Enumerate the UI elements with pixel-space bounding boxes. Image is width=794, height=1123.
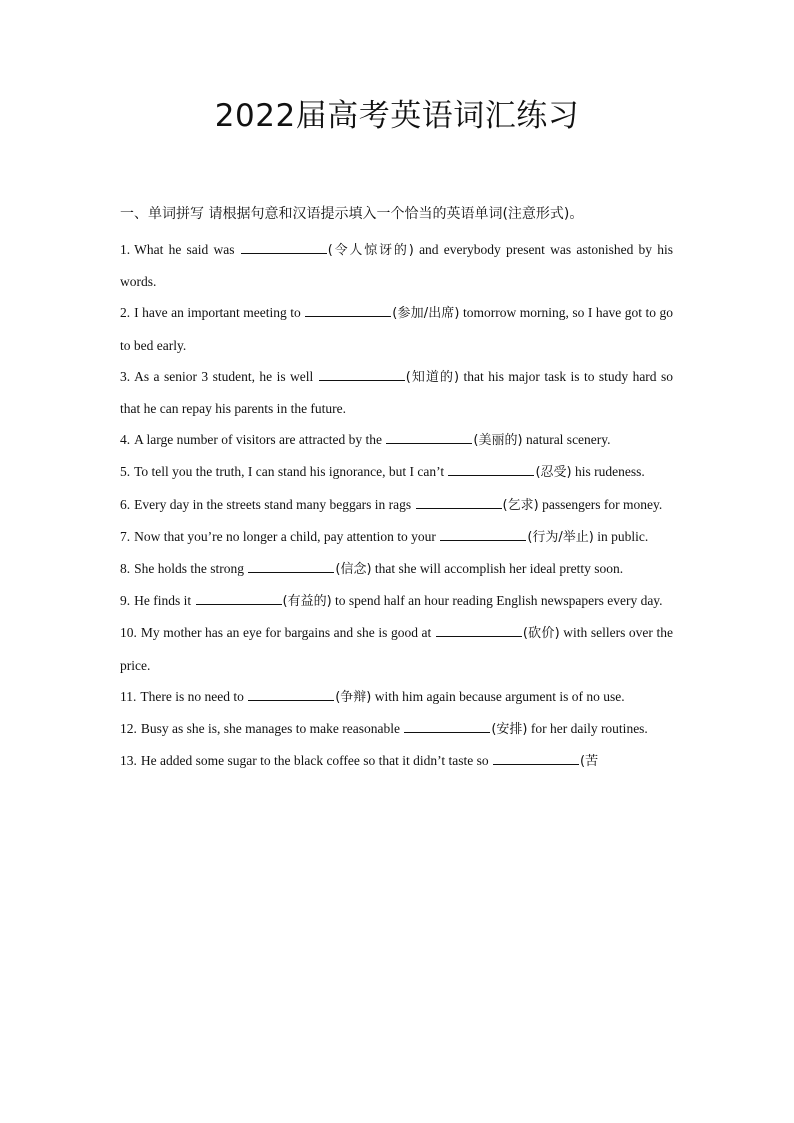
question-text-before: What he said was bbox=[134, 242, 235, 257]
question-text-after: tomorrow morning, so I have got to go to bed early. bbox=[120, 305, 674, 353]
chinese-hint: (信念) bbox=[335, 562, 372, 578]
question-text-after: that his major task is to study hard so that he can repay his parents in the future. bbox=[120, 368, 673, 417]
question-text-before: Now that you’re no longer a child, pay attention to your bbox=[134, 528, 436, 544]
answer-blank[interactable] bbox=[440, 528, 526, 541]
question-item bbox=[120, 521, 673, 553]
chinese-hint: (乞求) bbox=[502, 497, 539, 513]
chinese-hint: (美丽的) bbox=[473, 433, 523, 449]
question-item bbox=[120, 681, 673, 713]
question-text-after: in public. bbox=[597, 528, 649, 544]
question-number: 3. bbox=[120, 368, 131, 384]
answer-blank[interactable] bbox=[436, 624, 522, 637]
question-text-before: She holds the strong bbox=[134, 561, 244, 577]
question-text-before: To tell you the truth, I can stand his ignorance, but I can’t bbox=[134, 464, 445, 480]
page-title: 2022届高考英语词汇练习 bbox=[214, 98, 580, 134]
chinese-hint: (砍价) bbox=[522, 626, 560, 642]
chinese-hint: (知道的) bbox=[405, 369, 460, 385]
question-item bbox=[120, 713, 673, 745]
question-text-after: natural scenery. bbox=[525, 432, 611, 448]
question-item bbox=[120, 489, 673, 521]
question-item bbox=[120, 617, 673, 680]
answer-blank[interactable] bbox=[305, 304, 391, 317]
question-text-after: passengers for money. bbox=[542, 496, 663, 512]
question-text-before: A large number of visitors are attracted by the bbox=[134, 432, 383, 448]
question-item bbox=[120, 361, 673, 424]
question-text-before: He finds it bbox=[134, 593, 192, 609]
question-number: 5. bbox=[120, 464, 131, 480]
question-number: 8. bbox=[120, 561, 131, 577]
question-text-after: that she will accomplish her ideal pretty soon. bbox=[374, 561, 624, 577]
chinese-hint: (忍受) bbox=[535, 465, 572, 481]
question-text-after: with him again because argument is of no use. bbox=[374, 688, 625, 704]
question-text-before: He added some sugar to the black coffee so that it didn’t taste so bbox=[140, 753, 489, 769]
chinese-hint: (行为/举止) bbox=[527, 529, 594, 545]
chinese-hint: (令人惊讶的) bbox=[327, 243, 414, 258]
question-text-after: to spend half an hour reading English newspapers every day. bbox=[335, 593, 663, 609]
answer-blank[interactable] bbox=[448, 463, 534, 476]
question-text-after: and everybody present was astonished by his words. bbox=[120, 242, 674, 290]
question-number: 10. bbox=[120, 625, 137, 641]
question-text-before: I have an important meeting to bbox=[134, 305, 301, 321]
chinese-hint: (苦 bbox=[580, 754, 599, 770]
question-list bbox=[120, 234, 673, 777]
section-heading: 一、单词拼写 请根据句意和汉语提示填入一个恰当的英语单词(注意形式)。 bbox=[120, 206, 584, 222]
chinese-hint: (争辩) bbox=[335, 689, 372, 705]
question-number: 13. bbox=[120, 753, 137, 769]
answer-blank[interactable] bbox=[493, 752, 579, 765]
question-text-after: with sellers over the price. bbox=[120, 625, 673, 673]
question-number: 2. bbox=[120, 305, 131, 321]
chinese-hint: (安排) bbox=[491, 722, 528, 738]
question-item bbox=[120, 297, 673, 360]
question-number: 1. bbox=[120, 242, 131, 257]
answer-blank[interactable] bbox=[248, 688, 334, 701]
question-text-after: for her daily routines. bbox=[530, 721, 648, 737]
question-text-before: Every day in the streets stand many beggars in rags bbox=[134, 496, 412, 512]
question-text-before: My mother has an eye for bargains and she is good at bbox=[140, 625, 432, 641]
question-number: 4. bbox=[120, 432, 131, 448]
answer-blank[interactable] bbox=[386, 431, 472, 444]
question-item bbox=[120, 234, 673, 297]
question-item bbox=[120, 456, 673, 488]
question-number: 9. bbox=[120, 593, 131, 609]
question-text-before: There is no need to bbox=[140, 688, 244, 704]
question-item bbox=[120, 585, 673, 617]
chinese-hint: (参加/出席) bbox=[392, 306, 460, 322]
question-text-before: As a senior 3 student, he is well bbox=[134, 368, 314, 384]
answer-blank[interactable] bbox=[241, 241, 327, 254]
question-text-before: Busy as she is, she manages to make reasonable bbox=[140, 721, 400, 737]
answer-blank[interactable] bbox=[196, 592, 282, 605]
answer-blank[interactable] bbox=[404, 720, 490, 733]
question-number: 6. bbox=[120, 496, 131, 512]
chinese-hint: (有益的) bbox=[282, 594, 332, 610]
question-item bbox=[120, 745, 673, 777]
question-text-after: his rudeness. bbox=[575, 464, 645, 480]
question-item bbox=[120, 424, 673, 456]
answer-blank[interactable] bbox=[416, 496, 502, 509]
question-number: 7. bbox=[120, 528, 131, 544]
answer-blank[interactable] bbox=[248, 560, 334, 573]
question-number: 12. bbox=[120, 721, 137, 737]
question-number: 11. bbox=[120, 688, 137, 704]
answer-blank[interactable] bbox=[319, 368, 405, 381]
question-item bbox=[120, 553, 673, 585]
